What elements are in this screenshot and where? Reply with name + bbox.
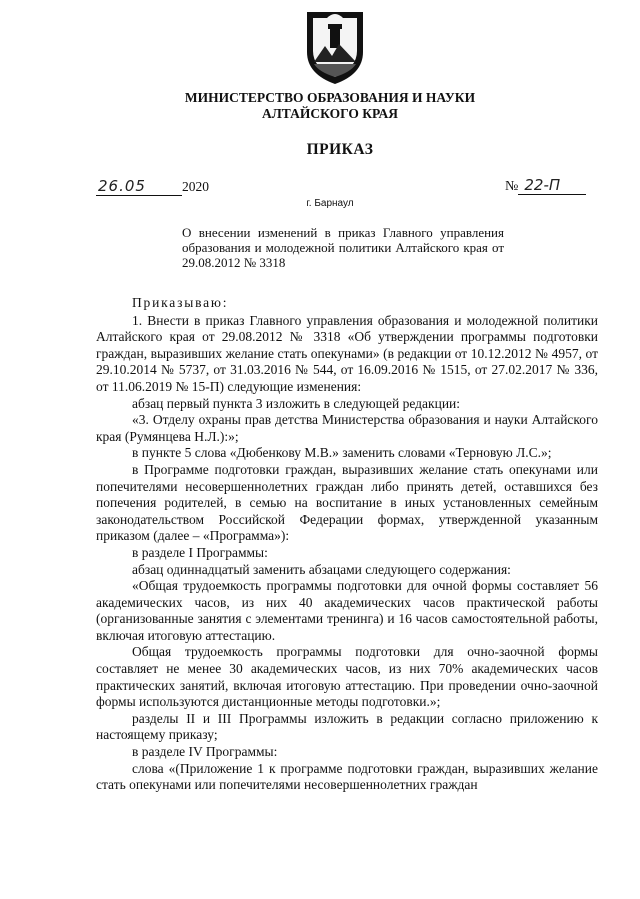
- coat-of-arms-emblem: [301, 8, 369, 86]
- order-number: [505, 176, 586, 195]
- body-paragraph: Общая трудоемкость программы подготовки для очно-заочной формы составляет не менее 30 академических часов, из них 70% академических часов практических занятий, включая итоговую аттестацию. При проведении очно-заочной формы используются дистанционные методы подготовки.»;: [96, 644, 598, 710]
- body-paragraph: «Общая трудоемкость программы подготовки для очной формы составляет 56 академических часов, из них 40 академических часов практической работы (организованные занятия с элементами тренинга) и 16 часов самостоятельной работы, включая итоговую аттестацию.: [96, 578, 598, 643]
- body-paragraph: абзац первый пункта 3 изложить в следующей редакции:: [132, 395, 461, 411]
- number-handwritten: 22-П: [518, 176, 586, 195]
- body-paragraph: в разделе I Программы:: [132, 544, 268, 560]
- number-prefix: №: [505, 179, 519, 194]
- body-paragraph: слова «(Приложение 1 к программе подготовки граждан, выразивших желание стать опекунами или попечителями несовершеннолетних граждан: [96, 760, 598, 793]
- body-paragraph: в пункте 5 слова «Дюбенкову М.В.» заменить словами «Терновую Л.С.»;: [132, 445, 552, 461]
- order-body: [96, 295, 598, 794]
- body-paragraph: 1. Внести в приказ Главного управления образования и молодежной политики Алтайского края от 29.08.2012 № 3318 «Об утверждении программы подготовки граждан, выразивших желание стать опекунами» (в редакции от 10.12.2012 № 4957, от 29.10.2014 № 5737, от 31.03.2016 № 544, от 16.09.2016 № 1515, от 27.02.2017 № 336, от 11.06.2019 № 15-П) следующие изменения:: [96, 312, 598, 394]
- ministry-line-2: АЛТАЙСКОГО КРАЯ: [261, 106, 399, 121]
- date-year: 2020: [182, 179, 209, 194]
- body-paragraph: «3. Отделу охраны прав детства Министерства образования и науки Алтайского края (Румянцева Н.Л.):»;: [96, 412, 598, 444]
- order-word: Приказываю:: [132, 295, 229, 310]
- body-paragraph: разделы II и III Программы изложить в редакции согласно приложению к настоящему приказу;: [96, 710, 598, 743]
- body-paragraph: абзац одиннадцатый заменить абзацами следующего содержания:: [132, 561, 511, 577]
- ministry-line-1: МИНИСТЕРСТВО ОБРАЗОВАНИЯ И НАУКИ: [184, 90, 476, 105]
- order-subject: О внесении изменений в приказ Главного управления образования и молодежной политики Алтайского края от 29.08.2012 № 3318: [182, 225, 504, 270]
- doc-type-title: ПРИКАЗ: [306, 141, 374, 158]
- emblem-tower-top: [328, 24, 342, 29]
- ministry-name: [140, 90, 520, 122]
- order-date: [96, 177, 209, 196]
- body-paragraph: в Программе подготовки граждан, выразивших желание стать опекунами или попечителями несовершеннолетних граждан либо принять детей, оставшихся без попечения родителей, в семью на воспитание в иных установленных семейным законодательством Российской Федерации формах, утвержденной указанным приказом (далее – «Программа»):: [96, 461, 598, 544]
- city-label: г. Барнаул: [306, 198, 354, 209]
- date-handwritten: 26.05: [96, 177, 182, 196]
- body-paragraph: в разделе IV Программы:: [132, 744, 278, 760]
